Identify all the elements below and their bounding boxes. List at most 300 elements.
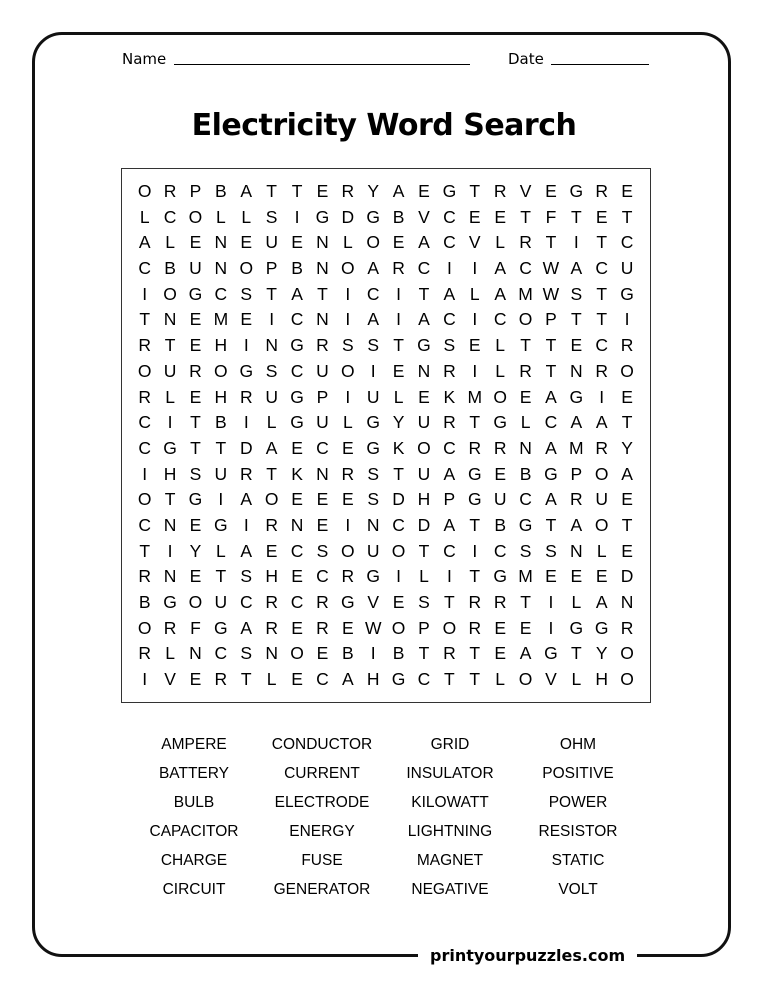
grid-letter[interactable]: R <box>620 617 634 638</box>
grid-letter[interactable]: C <box>138 437 152 458</box>
grid-letter[interactable]: D <box>392 489 405 510</box>
grid-letter[interactable]: E <box>189 386 202 407</box>
grid-letter[interactable]: O <box>391 617 406 638</box>
grid-letter[interactable]: I <box>396 309 402 330</box>
grid-letter[interactable]: I <box>624 309 630 330</box>
grid-letter[interactable]: E <box>595 206 608 227</box>
date-field-line[interactable] <box>551 64 649 65</box>
grid-letter[interactable]: C <box>290 309 304 330</box>
grid-letter[interactable]: B <box>291 258 303 279</box>
grid-letter[interactable]: R <box>493 437 507 458</box>
grid-letter[interactable]: E <box>595 566 608 587</box>
grid-letter[interactable]: A <box>367 309 380 330</box>
grid-letter[interactable]: E <box>392 232 405 253</box>
grid-letter[interactable]: R <box>265 592 278 612</box>
grid-letter[interactable]: S <box>265 360 278 381</box>
grid-letter[interactable]: E <box>468 206 481 227</box>
grid-letter[interactable]: C <box>316 437 329 458</box>
grid-letter[interactable]: S <box>240 283 253 304</box>
grid-letter[interactable]: Y <box>189 540 202 561</box>
grid-letter[interactable]: L <box>139 206 150 227</box>
grid-letter[interactable]: N <box>214 232 228 253</box>
grid-letter[interactable]: C <box>214 643 228 664</box>
grid-letter[interactable]: G <box>569 386 584 407</box>
grid-letter[interactable]: E <box>621 181 633 201</box>
grid-letter[interactable]: T <box>520 592 531 612</box>
grid-letter[interactable]: E <box>240 309 253 330</box>
grid-letter[interactable]: H <box>214 335 228 356</box>
grid-letter[interactable]: T <box>164 489 176 510</box>
grid-letter[interactable]: E <box>265 540 278 561</box>
grid-letter[interactable]: E <box>189 232 202 253</box>
grid-letter[interactable]: I <box>472 258 478 279</box>
grid-letter[interactable]: R <box>493 592 507 612</box>
grid-letter[interactable]: T <box>469 566 481 587</box>
grid-letter[interactable]: O <box>239 258 254 279</box>
grid-letter[interactable]: D <box>341 206 355 227</box>
grid-letter[interactable]: R <box>468 437 482 458</box>
grid-letter[interactable]: E <box>494 643 506 664</box>
grid-letter[interactable]: E <box>519 617 532 638</box>
grid-letter[interactable]: E <box>494 206 506 227</box>
grid-letter[interactable]: G <box>239 360 254 381</box>
grid-letter[interactable]: B <box>519 463 532 484</box>
grid-letter[interactable]: C <box>316 669 329 690</box>
grid-letter[interactable]: T <box>291 181 303 201</box>
grid-letter[interactable]: P <box>443 489 456 510</box>
grid-letter[interactable]: L <box>495 360 506 381</box>
grid-letter[interactable]: N <box>189 643 202 664</box>
grid-letter[interactable]: G <box>290 335 304 356</box>
grid-letter[interactable]: L <box>495 335 506 356</box>
grid-letter[interactable]: K <box>392 437 405 458</box>
grid-letter[interactable]: R <box>316 617 329 638</box>
grid-letter[interactable]: L <box>495 669 506 690</box>
grid-letter[interactable]: A <box>570 258 583 279</box>
grid-letter[interactable]: W <box>542 258 560 279</box>
grid-letter[interactable]: W <box>364 617 382 638</box>
grid-letter[interactable]: G <box>569 181 584 201</box>
grid-letter[interactable]: S <box>519 540 532 561</box>
grid-letter[interactable]: E <box>291 617 303 638</box>
grid-letter[interactable]: R <box>519 360 532 381</box>
grid-letter[interactable]: R <box>163 181 177 201</box>
grid-letter[interactable]: N <box>265 335 278 356</box>
grid-letter[interactable]: V <box>468 232 481 253</box>
grid-letter[interactable]: E <box>519 386 532 407</box>
grid-letter[interactable]: N <box>214 258 228 279</box>
grid-letter[interactable]: T <box>215 566 227 587</box>
grid-letter[interactable]: R <box>595 181 609 201</box>
grid-letter[interactable]: T <box>545 360 557 381</box>
grid-letter[interactable]: I <box>446 258 452 279</box>
grid-letter[interactable]: E <box>240 232 253 253</box>
grid-letter[interactable]: U <box>265 232 278 253</box>
grid-letter[interactable]: R <box>341 181 355 201</box>
grid-letter[interactable]: O <box>188 206 203 227</box>
grid-letter[interactable]: R <box>138 643 152 664</box>
grid-letter[interactable]: E <box>189 309 202 330</box>
grid-letter[interactable]: R <box>265 514 278 535</box>
grid-letter[interactable]: G <box>467 463 482 484</box>
grid-letter[interactable]: A <box>392 181 405 201</box>
grid-letter[interactable]: S <box>570 283 583 304</box>
grid-letter[interactable]: I <box>345 283 351 304</box>
grid-letter[interactable]: C <box>519 489 532 510</box>
grid-letter[interactable]: S <box>367 489 380 510</box>
grid-letter[interactable]: A <box>341 669 354 690</box>
grid-letter[interactable]: E <box>316 514 329 535</box>
grid-letter[interactable]: L <box>216 206 226 227</box>
grid-letter[interactable]: I <box>472 309 478 330</box>
grid-letter[interactable]: C <box>138 514 152 535</box>
grid-letter[interactable]: O <box>137 489 152 510</box>
grid-letter[interactable]: C <box>443 206 456 227</box>
grid-letter[interactable]: E <box>316 181 329 201</box>
grid-letter[interactable]: E <box>570 335 583 356</box>
grid-letter[interactable]: D <box>239 437 253 458</box>
grid-letter[interactable]: U <box>189 258 202 279</box>
grid-letter[interactable]: P <box>545 309 557 330</box>
grid-letter[interactable]: O <box>366 232 381 253</box>
grid-letter[interactable]: G <box>467 489 482 510</box>
grid-letter[interactable]: N <box>366 514 380 535</box>
grid-letter[interactable]: S <box>367 463 380 484</box>
grid-letter[interactable]: H <box>163 463 177 484</box>
grid-letter[interactable]: R <box>316 335 329 356</box>
grid-letter[interactable]: U <box>214 592 228 612</box>
grid-letter[interactable]: G <box>493 566 507 587</box>
grid-letter[interactable]: A <box>595 412 608 433</box>
grid-letter[interactable]: O <box>341 360 355 381</box>
grid-letter[interactable]: C <box>290 540 304 561</box>
grid-letter[interactable]: B <box>494 514 506 535</box>
grid-letter[interactable]: L <box>342 412 353 433</box>
grid-letter[interactable]: O <box>417 437 431 458</box>
grid-letter[interactable]: O <box>137 360 152 381</box>
grid-letter[interactable]: T <box>545 514 557 535</box>
grid-letter[interactable]: H <box>265 566 278 587</box>
grid-letter[interactable]: E <box>189 514 202 535</box>
grid-letter[interactable]: T <box>621 514 633 535</box>
grid-letter[interactable]: A <box>443 514 456 535</box>
grid-letter[interactable]: E <box>494 463 506 484</box>
grid-letter[interactable]: I <box>142 463 148 484</box>
grid-letter[interactable]: S <box>545 540 557 561</box>
grid-letter[interactable]: R <box>443 412 456 433</box>
grid-letter[interactable]: I <box>345 309 351 330</box>
grid-letter[interactable]: C <box>239 592 253 612</box>
grid-letter[interactable]: L <box>495 232 506 253</box>
grid-letter[interactable]: O <box>163 283 177 304</box>
grid-letter[interactable]: G <box>163 437 177 458</box>
grid-letter[interactable]: A <box>240 540 253 561</box>
grid-letter[interactable]: T <box>215 437 227 458</box>
grid-letter[interactable]: C <box>493 540 507 561</box>
grid-letter[interactable]: E <box>621 540 633 561</box>
grid-letter[interactable]: R <box>138 335 152 356</box>
grid-letter[interactable]: L <box>165 232 175 253</box>
grid-letter[interactable]: N <box>290 514 304 535</box>
grid-letter[interactable]: F <box>190 617 201 638</box>
grid-letter[interactable]: E <box>418 181 430 201</box>
grid-letter[interactable]: I <box>396 283 402 304</box>
grid-letter[interactable]: O <box>214 360 228 381</box>
grid-letter[interactable]: T <box>469 643 481 664</box>
grid-letter[interactable]: N <box>163 566 177 587</box>
grid-letter[interactable]: P <box>265 258 278 279</box>
grid-letter[interactable]: I <box>218 489 224 510</box>
grid-letter[interactable]: R <box>265 617 278 638</box>
grid-letter[interactable]: G <box>366 437 381 458</box>
grid-letter[interactable]: E <box>570 566 583 587</box>
grid-letter[interactable]: C <box>138 258 152 279</box>
grid-letter[interactable]: G <box>290 412 304 433</box>
grid-letter[interactable]: R <box>468 617 482 638</box>
grid-letter[interactable]: L <box>419 566 429 587</box>
grid-letter[interactable]: L <box>216 540 226 561</box>
grid-letter[interactable]: C <box>417 258 431 279</box>
grid-letter[interactable]: U <box>620 258 634 279</box>
grid-letter[interactable]: C <box>544 412 558 433</box>
grid-letter[interactable]: G <box>518 514 533 535</box>
grid-letter[interactable]: I <box>142 669 148 690</box>
grid-letter[interactable]: M <box>518 566 533 587</box>
grid-letter[interactable]: G <box>493 412 507 433</box>
grid-letter[interactable]: A <box>545 437 557 458</box>
grid-letter[interactable]: I <box>396 566 402 587</box>
grid-letter[interactable]: D <box>417 514 431 535</box>
grid-letter[interactable]: E <box>621 489 633 510</box>
grid-letter[interactable]: O <box>264 489 279 510</box>
grid-letter[interactable]: K <box>443 386 456 407</box>
grid-letter[interactable]: C <box>443 437 456 458</box>
grid-letter[interactable]: V <box>545 669 557 690</box>
grid-letter[interactable]: B <box>215 181 227 201</box>
grid-letter[interactable]: N <box>265 643 278 664</box>
grid-letter[interactable]: R <box>595 437 609 458</box>
grid-letter[interactable]: T <box>469 514 481 535</box>
grid-letter[interactable]: T <box>418 540 430 561</box>
grid-letter[interactable]: I <box>243 412 249 433</box>
grid-letter[interactable]: O <box>290 643 304 664</box>
grid-letter[interactable]: T <box>545 232 557 253</box>
grid-letter[interactable]: R <box>443 643 456 664</box>
grid-letter[interactable]: T <box>469 412 481 433</box>
grid-letter[interactable]: O <box>493 386 507 407</box>
grid-letter[interactable]: R <box>138 386 152 407</box>
grid-letter[interactable]: A <box>443 283 456 304</box>
grid-letter[interactable]: N <box>417 360 431 381</box>
grid-letter[interactable]: T <box>139 309 151 330</box>
grid-letter[interactable]: I <box>446 566 452 587</box>
grid-letter[interactable]: O <box>594 514 609 535</box>
grid-letter[interactable]: C <box>290 360 304 381</box>
grid-letter[interactable]: S <box>189 463 202 484</box>
grid-letter[interactable]: R <box>620 335 634 356</box>
grid-letter[interactable]: O <box>518 309 533 330</box>
grid-letter[interactable]: R <box>214 669 228 690</box>
grid-letter[interactable]: M <box>213 309 229 330</box>
grid-letter[interactable]: I <box>472 540 478 561</box>
grid-letter[interactable]: A <box>621 463 633 484</box>
grid-letter[interactable]: L <box>571 592 582 612</box>
grid-letter[interactable]: L <box>165 643 175 664</box>
grid-letter[interactable]: A <box>443 463 456 484</box>
grid-letter[interactable]: A <box>494 283 506 304</box>
grid-letter[interactable]: V <box>367 592 380 612</box>
grid-letter[interactable]: T <box>570 643 582 664</box>
grid-letter[interactable]: T <box>266 283 277 304</box>
grid-letter[interactable]: T <box>596 309 608 330</box>
grid-letter[interactable]: A <box>367 258 380 279</box>
grid-letter[interactable]: Y <box>367 181 380 201</box>
grid-letter[interactable]: C <box>443 232 456 253</box>
grid-letter[interactable]: A <box>291 283 303 304</box>
grid-letter[interactable]: R <box>341 566 355 587</box>
grid-letter[interactable]: C <box>392 514 405 535</box>
grid-letter[interactable]: R <box>392 258 405 279</box>
grid-letter[interactable]: O <box>594 463 609 484</box>
grid-letter[interactable]: V <box>418 206 430 227</box>
grid-letter[interactable]: L <box>266 669 277 690</box>
grid-letter[interactable]: G <box>315 206 330 227</box>
grid-letter[interactable]: I <box>345 386 351 407</box>
grid-letter[interactable]: A <box>418 232 430 253</box>
grid-letter[interactable]: N <box>163 514 177 535</box>
grid-letter[interactable]: E <box>291 437 303 458</box>
grid-letter[interactable]: E <box>189 566 202 587</box>
grid-letter[interactable]: L <box>520 412 531 433</box>
grid-letter[interactable]: P <box>570 463 583 484</box>
grid-letter[interactable]: A <box>570 412 583 433</box>
grid-letter[interactable]: N <box>316 258 329 279</box>
grid-letter[interactable]: U <box>214 463 228 484</box>
grid-letter[interactable]: C <box>595 335 609 356</box>
grid-letter[interactable]: Y <box>595 643 608 664</box>
grid-letter[interactable]: T <box>520 335 531 356</box>
grid-letter[interactable]: T <box>317 283 328 304</box>
grid-letter[interactable]: U <box>366 386 380 407</box>
grid-letter[interactable]: G <box>188 489 203 510</box>
grid-letter[interactable]: R <box>138 566 152 587</box>
grid-letter[interactable]: U <box>366 540 380 561</box>
grid-letter[interactable]: B <box>164 258 176 279</box>
grid-letter[interactable]: T <box>266 463 277 484</box>
grid-letter[interactable]: L <box>266 412 277 433</box>
grid-letter[interactable]: I <box>599 386 605 407</box>
grid-letter[interactable]: E <box>494 617 506 638</box>
grid-letter[interactable]: E <box>316 489 329 510</box>
grid-letter[interactable]: G <box>290 386 304 407</box>
grid-letter[interactable]: T <box>545 335 557 356</box>
grid-letter[interactable]: R <box>595 360 609 381</box>
grid-letter[interactable]: I <box>167 412 173 433</box>
grid-letter[interactable]: T <box>469 669 481 690</box>
grid-letter[interactable]: R <box>468 592 482 612</box>
grid-letter[interactable]: I <box>142 283 148 304</box>
grid-letter[interactable]: G <box>366 412 381 433</box>
grid-letter[interactable]: C <box>620 232 634 253</box>
grid-letter[interactable]: G <box>214 617 228 638</box>
grid-letter[interactable]: E <box>189 669 202 690</box>
grid-letter[interactable]: A <box>240 181 253 201</box>
grid-letter[interactable]: B <box>215 412 227 433</box>
grid-letter[interactable]: I <box>370 643 376 664</box>
grid-letter[interactable]: E <box>468 335 481 356</box>
name-field-line[interactable] <box>174 64 470 65</box>
grid-letter[interactable]: E <box>291 232 303 253</box>
grid-letter[interactable]: N <box>570 540 583 561</box>
grid-letter[interactable]: N <box>163 309 177 330</box>
grid-letter[interactable]: G <box>544 643 558 664</box>
grid-letter[interactable]: U <box>316 412 329 433</box>
grid-letter[interactable]: E <box>291 489 303 510</box>
grid-letter[interactable]: F <box>545 206 557 227</box>
grid-letter[interactable]: Y <box>392 412 405 433</box>
grid-letter[interactable]: T <box>444 669 455 690</box>
grid-letter[interactable]: I <box>472 360 478 381</box>
grid-letter[interactable]: A <box>519 643 532 664</box>
grid-letter[interactable]: O <box>620 669 634 690</box>
grid-letter[interactable]: T <box>596 232 608 253</box>
grid-letter[interactable]: T <box>570 206 582 227</box>
grid-letter[interactable]: E <box>392 360 405 381</box>
grid-letter[interactable]: E <box>545 566 557 587</box>
grid-letter[interactable]: U <box>417 463 431 484</box>
grid-letter[interactable]: G <box>544 463 558 484</box>
grid-letter[interactable]: T <box>190 437 201 458</box>
grid-letter[interactable]: A <box>570 514 583 535</box>
grid-letter[interactable]: G <box>594 617 609 638</box>
grid-letter[interactable]: T <box>444 592 455 612</box>
grid-letter[interactable]: M <box>467 386 483 407</box>
grid-letter[interactable]: S <box>316 540 329 561</box>
grid-letter[interactable]: R <box>163 617 177 638</box>
grid-letter[interactable]: U <box>595 489 609 510</box>
grid-letter[interactable]: G <box>214 514 228 535</box>
grid-letter[interactable]: D <box>620 566 634 587</box>
grid-letter[interactable]: T <box>393 335 404 356</box>
grid-letter[interactable]: O <box>391 540 406 561</box>
grid-letter[interactable]: L <box>596 540 607 561</box>
grid-letter[interactable]: G <box>341 592 355 612</box>
grid-letter[interactable]: A <box>545 489 557 510</box>
grid-letter[interactable]: P <box>189 181 202 201</box>
grid-letter[interactable]: T <box>418 643 430 664</box>
grid-letter[interactable]: S <box>418 592 430 612</box>
grid-letter[interactable]: C <box>290 592 304 612</box>
grid-letter[interactable]: I <box>548 592 554 612</box>
grid-letter[interactable]: L <box>342 232 353 253</box>
grid-letter[interactable]: A <box>418 309 430 330</box>
grid-letter[interactable]: T <box>418 283 430 304</box>
grid-letter[interactable]: S <box>240 643 253 664</box>
grid-letter[interactable]: T <box>520 206 531 227</box>
grid-letter[interactable]: R <box>189 360 202 381</box>
grid-letter[interactable]: T <box>164 335 176 356</box>
grid-letter[interactable]: I <box>167 540 173 561</box>
grid-letter[interactable]: T <box>266 181 277 201</box>
grid-letter[interactable]: E <box>291 669 303 690</box>
grid-letter[interactable]: H <box>214 386 228 407</box>
grid-letter[interactable]: B <box>392 206 405 227</box>
grid-letter[interactable]: O <box>620 643 634 664</box>
grid-letter[interactable]: U <box>163 360 177 381</box>
grid-letter[interactable]: S <box>265 206 278 227</box>
grid-letter[interactable]: E <box>291 566 303 587</box>
grid-letter[interactable]: A <box>494 258 506 279</box>
